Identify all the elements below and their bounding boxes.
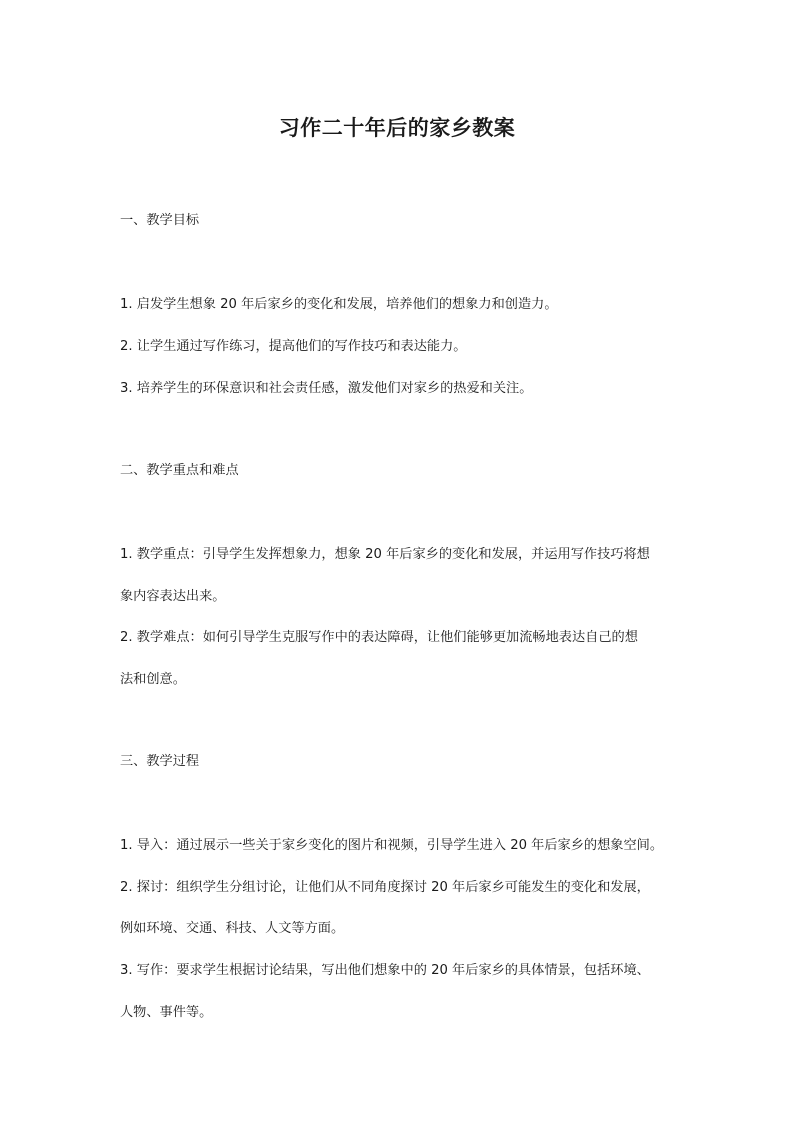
- objective-item-3: 3. 培养学生的环保意识和社会责任感，激发他们对家乡的热爱和关注。: [120, 381, 533, 396]
- section-heading-process: 三、教学过程: [120, 754, 200, 769]
- process-item-intro: 1. 导入：通过展示一些关于家乡变化的图片和视频，引导学生进入 20 年后家乡的想象空间。: [120, 838, 664, 853]
- key-point-line-1: 1. 教学重点：引导学生发挥想象力，想象 20 年后家乡的变化和发展，并运用写作技巧将想: [120, 547, 650, 562]
- objective-item-2: 2. 让学生通过写作练习，提高他们的写作技巧和表达能力。: [120, 339, 467, 354]
- objective-item-1: 1. 启发学生想象 20 年后家乡的变化和发展，培养他们的想象力和创造力。: [120, 297, 558, 312]
- section-heading-key-points: 二、教学重点和难点: [120, 463, 239, 478]
- difficulty-line-2: 法和创意。: [120, 672, 186, 687]
- key-point-line-2: 象内容表达出来。: [120, 589, 226, 604]
- process-item-writing-2: 人物、事件等。: [120, 1005, 213, 1020]
- section-heading-objectives: 一、教学目标: [120, 213, 200, 228]
- process-item-discussion-2: 例如环境、交通、科技、人文等方面。: [120, 921, 345, 936]
- process-item-writing-1: 3. 写作：要求学生根据讨论结果，写出他们想象中的 20 年后家乡的具体情景，包括环境、: [120, 963, 650, 978]
- process-item-discussion-1: 2. 探讨：组织学生分组讨论，让他们从不同角度探讨 20 年后家乡可能发生的变化和发展，: [120, 880, 650, 895]
- page-title: 习作二十年后的家乡教案: [278, 116, 516, 140]
- difficulty-line-1: 2. 教学难点：如何引导学生克服写作中的表达障碍，让他们能够更加流畅地表达自己的想: [120, 630, 638, 645]
